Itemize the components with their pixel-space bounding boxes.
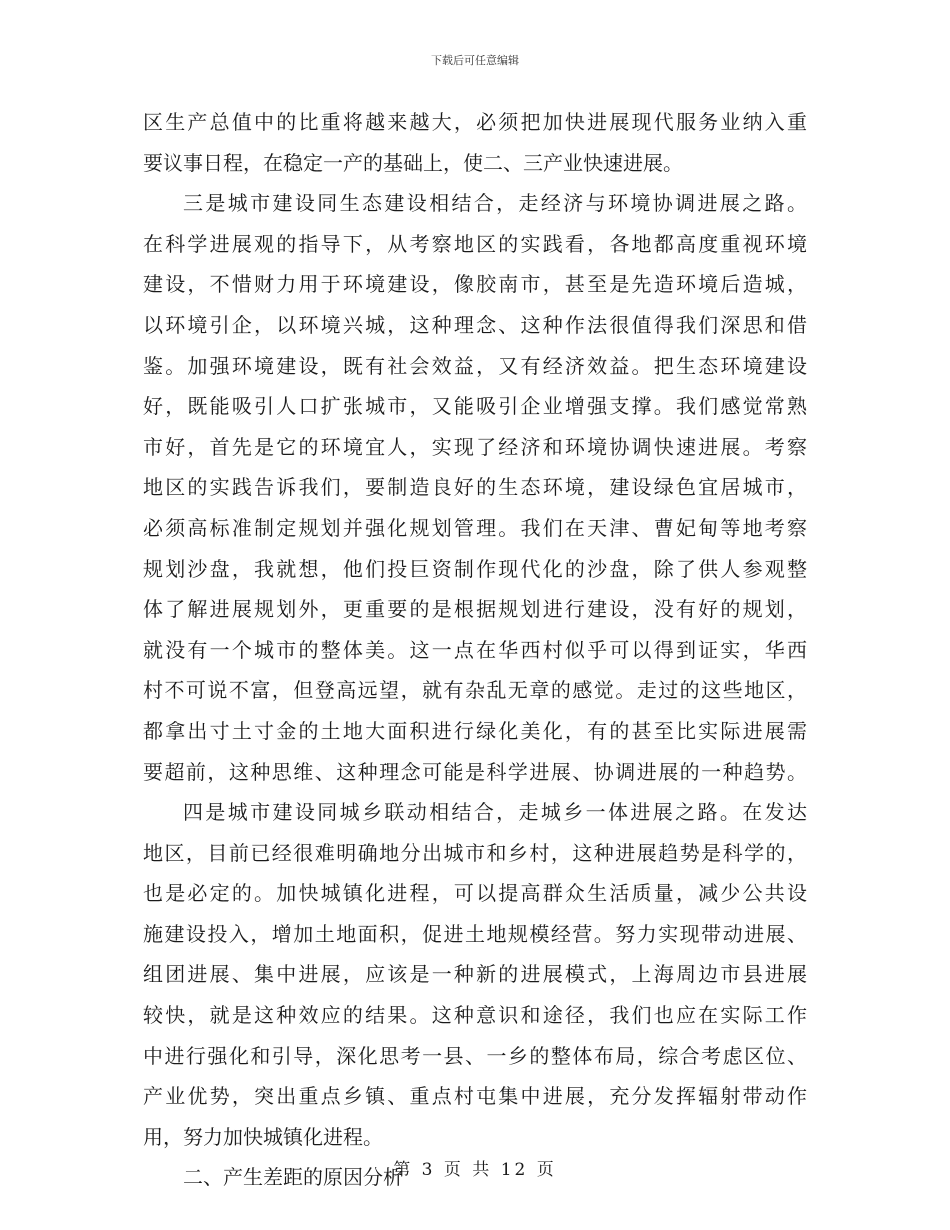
text-line: 好，既能吸引人口扩张城市，又能吸引企业增强支撑。我们感觉常熟	[143, 394, 807, 419]
text-line: 四是城市建设同城乡联动相结合，走城乡一体进展之路。在发达	[183, 800, 807, 825]
text-line: 地区，目前已经很难明确地分出城市和乡村，这种进展趋势是科学的，	[143, 840, 807, 865]
text-line: 较快，就是这种效应的结果。这种意识和途径，我们也应在实际工作	[143, 1003, 807, 1028]
document-body	[143, 102, 807, 1198]
text-line: 体了解进展规划外，更重要的是根据规划进行建设，没有好的规划，	[143, 597, 807, 622]
section-heading: 二、产生差距的原因分析	[183, 1165, 403, 1190]
text-line: 市好，首先是它的环境宜人，实现了经济和环境协调快速进展。考察	[143, 434, 807, 459]
text-line: 建设，不惜财力用于环境建设，像胶南市，甚至是先造环境后造城，	[143, 272, 807, 297]
text-line: 在科学进展观的指导下，从考察地区的实践看，各地都高度重视环境	[143, 231, 807, 256]
text-line: 要超前，这种思维、这种理念可能是科学进展、协调进展的一种趋势。	[143, 759, 807, 784]
text-line: 施建设投入，增加土地面积，促进土地规模经营。努力实现带动进展、	[143, 921, 807, 946]
text-line: 产业优势，突出重点乡镇、重点村屯集中进展，充分发挥辐射带动作	[143, 1084, 807, 1109]
text-line: 地区的实践告诉我们，要制造良好的生态环境，建设绿色宜居城市，	[143, 475, 807, 500]
text-line: 中进行强化和引导，深化思考一县、一乡的整体布局，综合考虑区位、	[143, 1043, 807, 1068]
text-line: 也是必定的。加快城镇化进程，可以提高群众生活质量，减少公共设	[143, 881, 807, 906]
text-line: 三是城市建设同生态建设相结合，走经济与环境协调进展之路。	[183, 191, 807, 216]
text-line: 都拿出寸土寸金的土地大面积进行绿化美化，有的甚至比实际进展需	[143, 718, 807, 743]
text-line: 要议事日程，在稳定一产的基础上，使二、三产业快速进展。	[143, 150, 683, 175]
text-line: 村不可说不富，但登高远望，就有杂乱无章的感觉。走过的这些地区，	[143, 678, 807, 703]
page-number: 第 3 页 共 12 页	[393, 1160, 557, 1180]
text-line: 区生产总值中的比重将越来越大，必须把加快进展现代服务业纳入重	[143, 110, 807, 134]
page-header-note: 下载后可任意编辑	[431, 54, 519, 67]
text-line: 必须高标准制定规划并强化规划管理。我们在天津、曹妃甸等地考察	[143, 515, 807, 540]
text-line: 规划沙盘，我就想，他们投巨资制作现代化的沙盘，除了供人参观整	[143, 556, 807, 581]
text-line: 就没有一个城市的整体美。这一点在华西村似乎可以得到证实，华西	[143, 637, 807, 662]
text-line: 用，努力加快城镇化进程。	[143, 1124, 383, 1149]
text-line: 组团进展、集中进展，应该是一种新的进展模式，上海周边市县进展	[143, 962, 807, 987]
text-line: 鉴。加强环境建设，既有社会效益，又有经济效益。把生态环境建设	[143, 353, 807, 378]
text-line: 以环境引企，以环境兴城，这种理念、这种作法很值得我们深思和借	[143, 312, 807, 337]
